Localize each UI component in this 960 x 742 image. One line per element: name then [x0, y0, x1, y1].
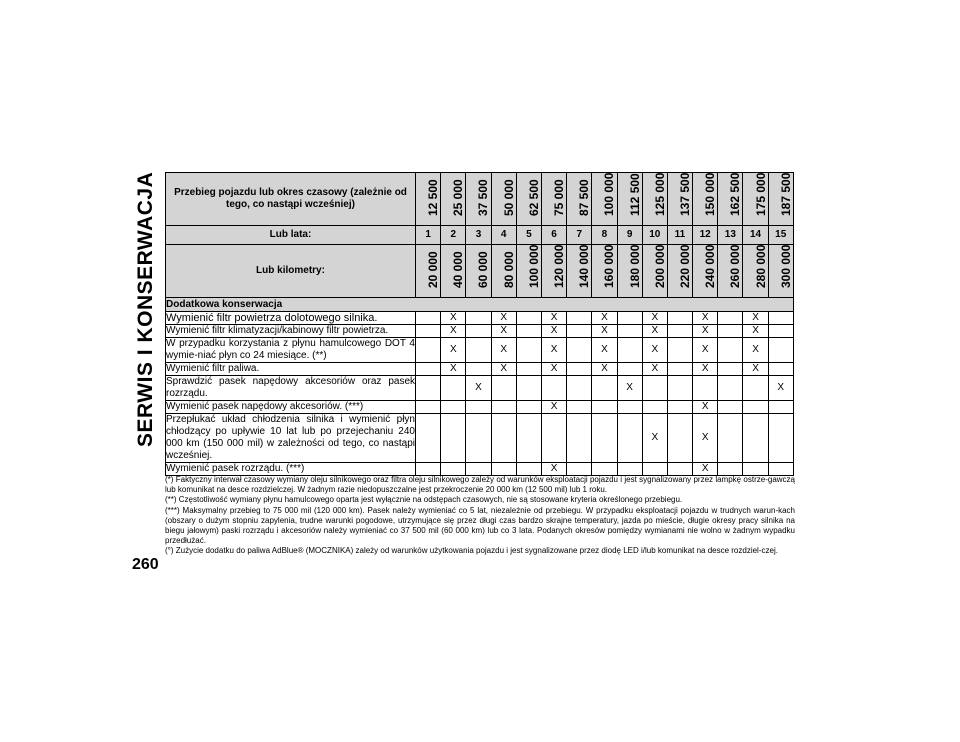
schedule-mark	[466, 338, 491, 363]
schedule-mark: X	[541, 401, 566, 414]
mileage-value: 25 000	[451, 179, 466, 216]
year-value: 1	[416, 226, 441, 245]
mileage-value: 62 500	[526, 179, 541, 216]
kilometer-value: 260 000	[728, 244, 743, 288]
schedule-mark	[667, 376, 692, 401]
task-description: Przepłukać układ chłodzenia silnika i wymienić płyn chłodzący po upływie 10 lat lub po przejechaniu 240 000 km (150 000 mil) w zależności od tego, co nastąpi wcześniej.	[166, 414, 415, 461]
section-side-title: SERWIS I KONSERWACJA	[134, 172, 157, 448]
mileage-value: 137 500	[677, 172, 692, 216]
schedule-mark	[491, 401, 516, 414]
schedule-mark: X	[642, 325, 667, 338]
section-header: Dodatkowa konserwacja	[166, 298, 794, 312]
schedule-mark	[592, 463, 617, 476]
mileage-cell	[466, 173, 491, 226]
mileage-value: 50 000	[501, 179, 516, 216]
schedule-mark	[516, 338, 541, 363]
mileage-cell	[693, 173, 718, 226]
year-value: 11	[667, 226, 692, 245]
schedule-mark: X	[642, 312, 667, 325]
schedule-mark	[592, 414, 617, 463]
schedule-mark: X	[768, 376, 793, 401]
schedule-mark: X	[592, 325, 617, 338]
schedule-mark	[617, 463, 642, 476]
schedule-mark	[416, 414, 441, 463]
kilometer-cell	[541, 245, 566, 298]
mileage-cell	[416, 173, 441, 226]
schedule-mark: X	[693, 325, 718, 338]
schedule-mark	[416, 376, 441, 401]
schedule-mark: X	[541, 338, 566, 363]
year-value: 7	[567, 226, 592, 245]
task-description: Wymienić filtr klimatyzacji/kabinowy filtr powietrza.	[166, 325, 416, 338]
schedule-mark: X	[491, 325, 516, 338]
mileage-cell	[617, 173, 642, 226]
mileage-cell	[491, 173, 516, 226]
task-description: Wymienić filtr powietrza dolotowego silnika.	[166, 312, 416, 325]
schedule-mark	[768, 312, 793, 325]
schedule-mark	[416, 312, 441, 325]
schedule-mark: X	[592, 338, 617, 363]
schedule-mark	[617, 414, 642, 463]
kilometer-cell	[642, 245, 667, 298]
mileage-value: 175 000	[753, 172, 768, 216]
kilometer-cell	[768, 245, 793, 298]
schedule-mark	[567, 325, 592, 338]
schedule-mark	[466, 325, 491, 338]
schedule-mark	[441, 414, 466, 463]
schedule-mark	[491, 414, 516, 463]
mileage-value: 112 500	[627, 173, 642, 216]
kilometer-cell	[567, 245, 592, 298]
kilometer-cell	[466, 245, 491, 298]
mileage-cell	[567, 173, 592, 226]
schedule-mark: X	[592, 363, 617, 376]
mileage-cell	[516, 173, 541, 226]
schedule-mark	[416, 463, 441, 476]
schedule-mark: X	[693, 338, 718, 363]
schedule-mark	[667, 414, 692, 463]
schedule-mark	[516, 401, 541, 414]
year-value: 6	[541, 226, 566, 245]
section-header-row	[166, 298, 794, 312]
kilometer-cell	[667, 245, 692, 298]
schedule-mark: X	[743, 363, 768, 376]
table-row	[166, 325, 794, 338]
schedule-mark	[718, 463, 743, 476]
schedule-mark	[667, 401, 692, 414]
schedule-mark: X	[617, 376, 642, 401]
footnotes	[165, 475, 795, 557]
kilometer-value: 220 000	[677, 244, 692, 288]
schedule-mark	[743, 376, 768, 401]
kilometer-value: 120 000	[552, 244, 567, 288]
schedule-mark: X	[491, 363, 516, 376]
kilometer-value: 60 000	[476, 251, 491, 288]
years-label: Lub lata:	[166, 226, 416, 245]
schedule-mark	[718, 376, 743, 401]
schedule-mark	[567, 463, 592, 476]
schedule-mark	[642, 463, 667, 476]
year-value: 12	[693, 226, 718, 245]
mileage-header-label: Przebieg pojazdu lub okres czasowy (zależnie od tego, co nastąpi wcześniej)	[166, 173, 416, 226]
year-value: 3	[466, 226, 491, 245]
schedule-mark	[617, 401, 642, 414]
schedule-mark	[592, 376, 617, 401]
schedule-mark: X	[693, 463, 718, 476]
schedule-mark	[617, 312, 642, 325]
kilometer-cell	[441, 245, 466, 298]
task-description: Wymienić pasek napędowy akcesoriów. (***)	[166, 401, 416, 414]
schedule-mark	[441, 376, 466, 401]
table-row	[166, 414, 794, 463]
schedule-mark	[718, 312, 743, 325]
schedule-mark	[567, 363, 592, 376]
years-row	[166, 226, 794, 245]
schedule-mark	[516, 414, 541, 463]
schedule-mark	[567, 414, 592, 463]
kilometer-value: 40 000	[451, 251, 466, 288]
schedule-mark	[466, 363, 491, 376]
kilometer-cell	[416, 245, 441, 298]
schedule-mark	[642, 376, 667, 401]
kilometer-value: 240 000	[703, 244, 718, 288]
footnote: (*) Faktyczny interwał czasowy wymiany oleju silnikowego oraz filtra oleju silnikowego zależy od warunków eksploatacji pojazdu i jest sygnalizowany przez lampkę ostrze-gawczą lub komunikat na desce rozdzielczej. W żadnym razie niedopuszczalne jest przekroczenie 20 000 km (12 500 mil) lub 1 roku.	[165, 475, 795, 495]
schedule-mark	[667, 463, 692, 476]
schedule-mark	[491, 376, 516, 401]
kilometer-value: 280 000	[753, 244, 768, 288]
schedule-mark: X	[642, 338, 667, 363]
schedule-mark: X	[466, 376, 491, 401]
schedule-mark	[441, 463, 466, 476]
schedule-mark	[718, 325, 743, 338]
schedule-mark	[617, 363, 642, 376]
year-value: 10	[642, 226, 667, 245]
schedule-mark	[567, 401, 592, 414]
schedule-mark	[466, 401, 491, 414]
kilometer-cell	[592, 245, 617, 298]
schedule-mark: X	[441, 363, 466, 376]
kilometer-value: 180 000	[627, 244, 642, 288]
table-row	[166, 463, 794, 476]
schedule-mark	[743, 414, 768, 463]
schedule-mark: X	[693, 414, 718, 463]
footnote: (***) Maksymalny przebieg to 75 000 mil (120 000 km). Pasek należy wymieniać co 5 lat, niezależnie od przebiegu. W przypadku eksploatacji pojazdu w trudnych warun-kach (obszary o dużym stopniu zapylenia, trudne warunki pogodowe, utrzymujące się przez długi czas bardzo skrajne temperatury, jazda po mieście, długie okresy pracy silnika na biegu jałowym) paski rozrządu i akcesoriów należy wymieniać co 37 500 mil (60 000 km) lub co 3 lata. Podanych okresów pomiędzy wymianami nie wolno w żadnym wypadku przedłużać.	[165, 505, 795, 546]
schedule-mark	[567, 312, 592, 325]
mileage-value: 150 000	[703, 172, 718, 216]
schedule-mark	[567, 376, 592, 401]
schedule-mark	[491, 463, 516, 476]
table-row	[166, 312, 794, 325]
table-row	[166, 376, 794, 401]
schedule-mark	[516, 376, 541, 401]
schedule-mark: X	[743, 325, 768, 338]
mileage-cell	[592, 173, 617, 226]
mileage-value: 100 000	[602, 172, 617, 216]
mileage-cell	[667, 173, 692, 226]
schedule-mark: X	[541, 312, 566, 325]
schedule-mark	[718, 414, 743, 463]
schedule-mark: X	[541, 463, 566, 476]
schedule-mark	[718, 363, 743, 376]
schedule-mark	[768, 463, 793, 476]
schedule-mark: X	[693, 312, 718, 325]
schedule-mark	[743, 463, 768, 476]
schedule-mark	[466, 463, 491, 476]
kilometer-cell	[718, 245, 743, 298]
schedule-mark	[693, 376, 718, 401]
table-row	[166, 338, 794, 363]
kilometer-value: 300 000	[778, 244, 793, 288]
kilometer-value: 20 000	[426, 251, 441, 288]
schedule-mark: X	[441, 338, 466, 363]
schedule-mark: X	[441, 325, 466, 338]
schedule-mark	[718, 401, 743, 414]
mileage-value: 37 500	[476, 179, 491, 216]
schedule-mark: X	[642, 414, 667, 463]
table-row	[166, 363, 794, 376]
mileage-value: 12 500	[426, 179, 441, 216]
year-value: 14	[743, 226, 768, 245]
schedule-mark: X	[693, 401, 718, 414]
schedule-mark	[541, 414, 566, 463]
mileage-value: 187 500	[778, 172, 793, 216]
schedule-mark: X	[592, 312, 617, 325]
kilometer-cell	[516, 245, 541, 298]
kilometer-value: 80 000	[501, 251, 516, 288]
year-value: 8	[592, 226, 617, 245]
kilometer-value: 140 000	[577, 244, 592, 288]
year-value: 13	[718, 226, 743, 245]
schedule-mark: X	[541, 363, 566, 376]
mileage-header-row	[166, 173, 794, 226]
schedule-mark	[768, 401, 793, 414]
kilometer-cell	[617, 245, 642, 298]
task-description: Sprawdzić pasek napędowy akcesoriów oraz pasek rozrządu.	[166, 376, 415, 399]
schedule-mark	[466, 312, 491, 325]
schedule-mark	[667, 338, 692, 363]
kilometer-value: 200 000	[652, 244, 667, 288]
schedule-mark: X	[541, 325, 566, 338]
year-value: 15	[768, 226, 793, 245]
schedule-mark	[516, 363, 541, 376]
kilometer-cell	[491, 245, 516, 298]
schedule-mark	[617, 338, 642, 363]
footnote: (**) Częstotliwość wymiany płynu hamulcowego oparta jest wyłącznie na odstępach czasowych, nie są stosowane kryteria określonego przebiegu.	[165, 495, 683, 505]
schedule-mark	[743, 401, 768, 414]
table-row	[166, 401, 794, 414]
schedule-mark	[466, 414, 491, 463]
task-description: Wymienić filtr paliwa.	[166, 363, 416, 376]
mileage-cell	[718, 173, 743, 226]
schedule-mark	[516, 312, 541, 325]
schedule-mark	[667, 363, 692, 376]
schedule-mark	[416, 401, 441, 414]
kilometers-row	[166, 245, 794, 298]
schedule-mark	[567, 338, 592, 363]
schedule-mark	[416, 325, 441, 338]
maintenance-schedule-table	[165, 172, 794, 476]
year-value: 5	[516, 226, 541, 245]
schedule-mark	[768, 414, 793, 463]
year-value: 4	[491, 226, 516, 245]
schedule-mark	[416, 338, 441, 363]
kilometers-label: Lub kilometry:	[166, 245, 416, 298]
schedule-mark: X	[693, 363, 718, 376]
mileage-value: 75 000	[552, 179, 567, 216]
schedule-mark	[768, 338, 793, 363]
year-value: 2	[441, 226, 466, 245]
schedule-mark: X	[441, 312, 466, 325]
mileage-cell	[743, 173, 768, 226]
schedule-mark	[592, 401, 617, 414]
schedule-mark	[667, 325, 692, 338]
schedule-mark	[516, 463, 541, 476]
schedule-mark	[416, 363, 441, 376]
mileage-value: 125 000	[652, 172, 667, 216]
schedule-mark: X	[743, 338, 768, 363]
mileage-value: 162 500	[728, 172, 743, 216]
mileage-cell	[768, 173, 793, 226]
mileage-value: 87 500	[577, 179, 592, 216]
schedule-mark: X	[491, 312, 516, 325]
kilometer-value: 160 000	[602, 244, 617, 288]
mileage-cell	[541, 173, 566, 226]
schedule-mark	[441, 401, 466, 414]
schedule-mark	[642, 401, 667, 414]
page-number: 260	[132, 556, 159, 573]
schedule-mark: X	[743, 312, 768, 325]
schedule-mark: X	[642, 363, 667, 376]
footnote: (°) Zużycie dodatku do paliwa AdBlue® (MOCZNIKA) zależy od warunków użytkowania pojazdu i jest sygnalizowane przez diodę LED i/lub komunikat na desce rozdziel-czej.	[165, 546, 778, 556]
kilometer-value: 100 000	[526, 244, 541, 288]
schedule-mark	[617, 325, 642, 338]
schedule-mark	[541, 376, 566, 401]
task-description: W przypadku korzystania z płynu hamulcowego DOT 4 wymie-niać płyn co 24 miesiące. (**)	[166, 338, 415, 361]
kilometer-cell	[693, 245, 718, 298]
schedule-mark	[516, 325, 541, 338]
schedule-mark: X	[491, 338, 516, 363]
schedule-mark	[768, 325, 793, 338]
schedule-mark	[768, 363, 793, 376]
task-description: Wymienić pasek rozrządu. (***)	[166, 463, 416, 476]
schedule-mark	[667, 312, 692, 325]
mileage-cell	[642, 173, 667, 226]
schedule-mark	[718, 338, 743, 363]
mileage-cell	[441, 173, 466, 226]
year-value: 9	[617, 226, 642, 245]
kilometer-cell	[743, 245, 768, 298]
